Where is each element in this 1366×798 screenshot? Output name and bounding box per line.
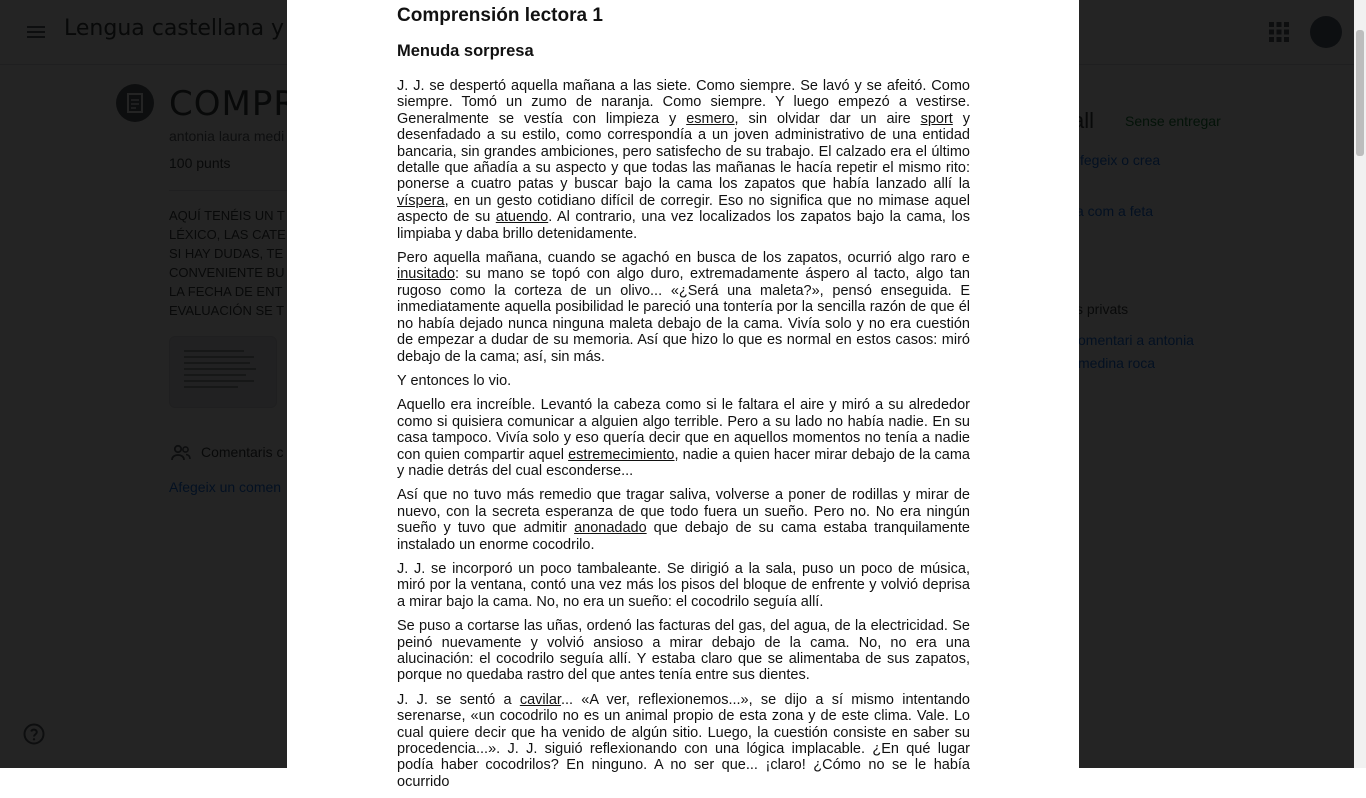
paragraph	[397, 78, 970, 242]
text-run: , sin olvidar dar un aire	[734, 110, 921, 127]
paragraph	[397, 250, 970, 365]
paragraph	[397, 373, 970, 389]
text-run: Y entonces lo vio.	[397, 372, 512, 389]
underlined-word: víspera	[397, 192, 445, 209]
text-run: Así que no tuvo más remedio que tragar saliva, volverse a poner de rodillas y mirar de nuevo, con la secreta esperanza de que todo fuera un sueño. Pero no. No era ningún sueño y tuvo que admitir	[397, 487, 970, 537]
text-run: J. J. se incorporó un poco tambaleante. Se dirigió a la sala, puso un poco de música, miró por la ventana, contó una vez más los pisos del bloque de enfrente y volvió deprisa a mirar bajo la cama. No, no era un sueño: el cocodrilo seguía allí.	[397, 560, 970, 610]
underlined-word: cavilar	[519, 691, 561, 708]
text-run: ... «A ver, reflexionemos...», se dijo a sí mismo intentando serenarse, «un cocodrilo no es un animal propio de esta zona y de este clima. Vale. Lo cual quiere decir que ha venido de algún sitio. Luego, la cuestión consiste en saber su procedencia...». J. J. siguió reflexionando con una lógica implacable. ¿En qué lugar podía haber cocodrilos? En ninguno. A no ser que... ¡claro! ¿Cómo no se le había ocurrido	[397, 691, 970, 790]
scrollbar-thumb[interactable]	[1356, 30, 1364, 156]
document-body	[397, 78, 970, 798]
text-run: que debajo de su cama estaba tranquilamente instalado un enorme cocodrilo.	[397, 520, 970, 553]
underlined-word: estremecimiento	[568, 446, 675, 463]
text-run: Aquello era increíble. Levantó la cabeza como si le faltara el aire y miró a su alrededor como si quisiera comunicar a alguien algo terrible. Pero a su lado no había nadie. En su casa tampoco. Vivía solo y eso quería decir que en aquellos momentos no tenía a nadie con quien compartir aquel	[397, 397, 970, 463]
underlined-word: sport	[920, 110, 953, 127]
text-run: J. J. se sentó a	[397, 691, 520, 708]
text-run: J. J. se despertó aquella mañana a las siete. Como siempre. Se lavó y se afeitó. Como siempre. Tomó un zumo de naranja. Como siempre. Y luego empezó a vestirse. Generalmente se vestía con limpieza y	[397, 78, 970, 127]
text-run: . Al contrario, una vez localizados los zapatos bajo la cama, los limpiaba y daba brillo detenidamente.	[397, 209, 970, 242]
document-title: Comprensión lectora 1	[397, 5, 603, 26]
story-title: Menuda sorpresa	[397, 42, 534, 60]
document-page	[287, 0, 1079, 790]
underlined-word: anonadado	[574, 520, 647, 537]
text-run: Se puso a cortarse las uñas, ordenó las facturas del gas, del agua, de la electricidad. Se peinó nuevamente y volvió ansioso a mirar debajo de la cama. No, no era una alucinación: el cocodrilo seguía allí. Y estaba claro que se alimentaba de sus zapatos, porque no quedaba rastro del que antes tenía entre sus dientes.	[397, 618, 970, 684]
underlined-word: atuendo	[495, 209, 549, 226]
text-run: Pero aquella mañana, cuando se agachó en busca de los zapatos, ocurrió algo raro e	[397, 250, 970, 267]
underlined-word: inusitado	[397, 266, 456, 283]
paragraph	[397, 487, 970, 553]
text-run: , nadie a quien hacer mirar debajo de la cama y nadie detrás del cual esconderse...	[397, 446, 970, 479]
text-run: y desenfadado a su estilo, como correspondía a un joven administrativo de una entidad bancaria, sin grandes ambiciones, pero satisfecho de su trabajo. El calzado era el último detalle que añadía a su aspecto y que todas las mañanas le hacía repetir el mismo rito: ponerse a cuatro patas y buscar bajo la cama los zapatos que había lanzado allí la	[397, 110, 970, 193]
paragraph	[397, 692, 970, 790]
paragraph	[397, 561, 970, 610]
text-run: , en un gesto cotidiano difícil de corregir. Eso no significa que no mimase aquel aspecto de su	[397, 192, 970, 226]
paragraph	[397, 397, 970, 479]
paragraph	[397, 618, 970, 684]
underlined-word: esmero	[686, 110, 735, 127]
text-run: : su mano se topó con algo duro, extremadamente áspero al tacto, algo tan rugoso como la corteza de un olivo... «¿Será una maleta?», pensó enseguida. E inmediatamente aquella posibilidad le pareció una tontería por la sencilla razón de que él no había dejado nunca ninguna maleta debajo de la cama. Vivía solo y no era cuestión de empezar a dudar de su memoria. Así que hizo lo que es normal en estos casos: miró debajo de la cama; así, sin más.	[397, 266, 970, 365]
